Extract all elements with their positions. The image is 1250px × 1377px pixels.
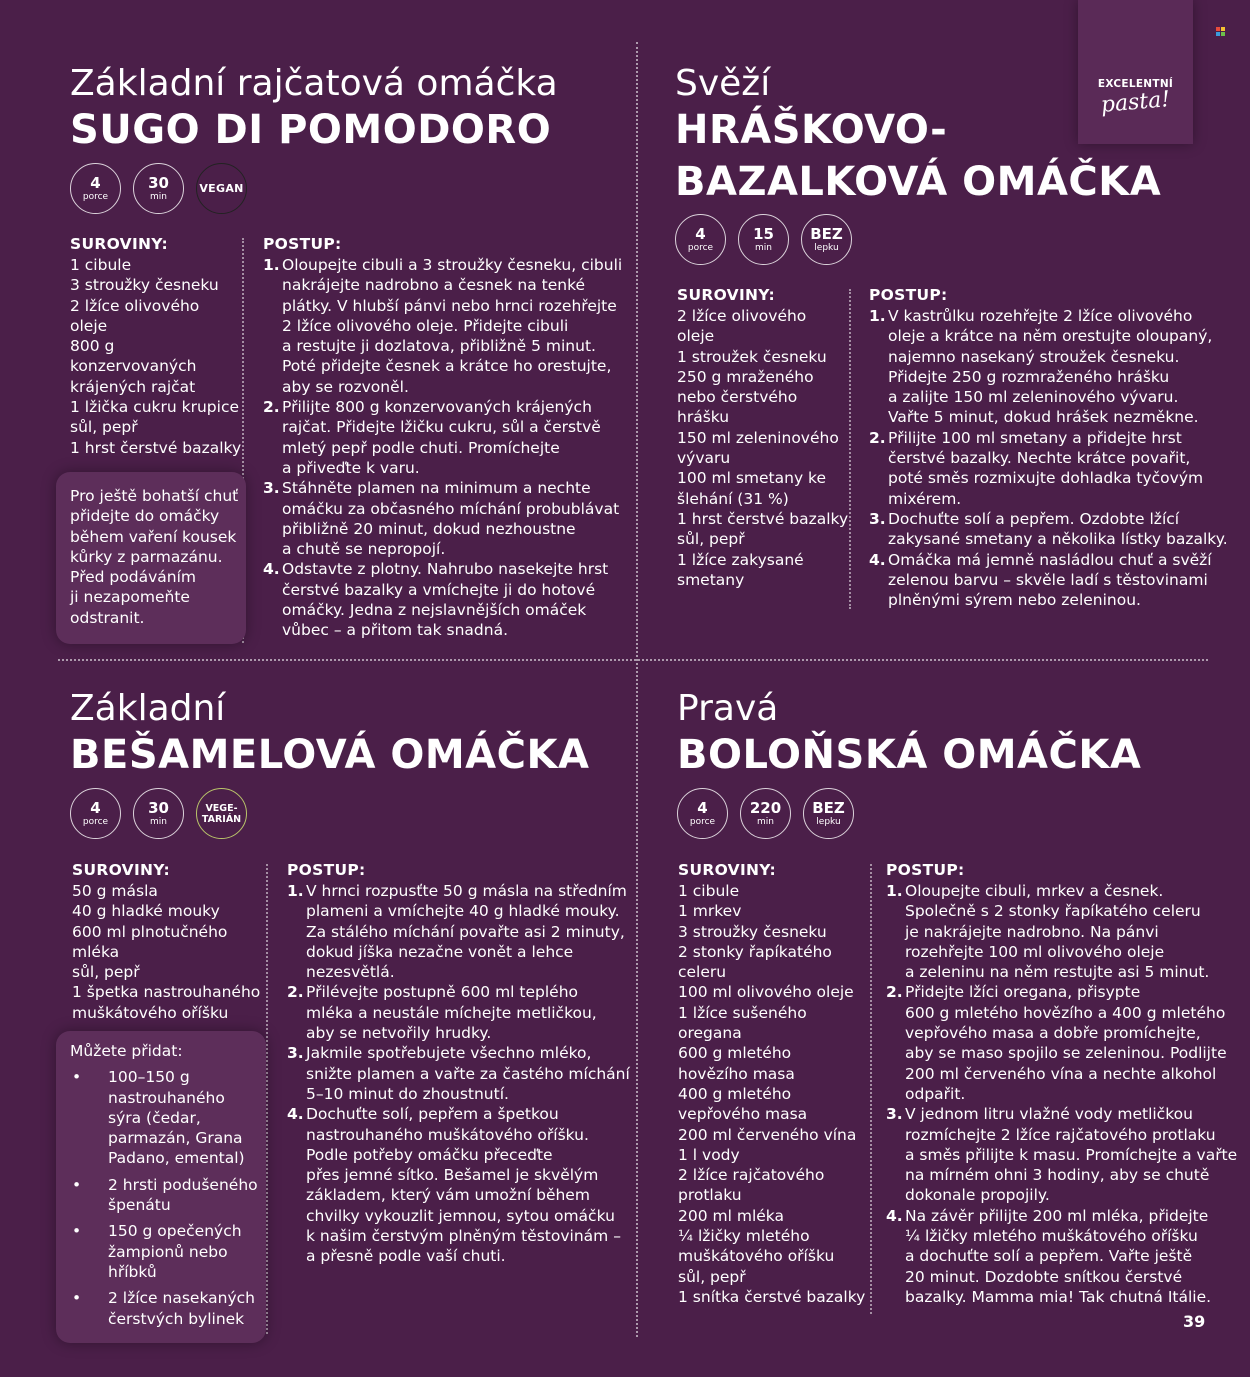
addition-line: hříbků [108, 1262, 157, 1281]
addition-line: 2 lžíce nasekaných [108, 1289, 256, 1308]
page-number: 39 [1183, 1312, 1206, 1331]
tip-line: odstranit. [70, 608, 145, 627]
badge-unit: lepku [814, 242, 839, 253]
step-line: plameni a vmíchejte 40 g hladké mouky. [306, 902, 620, 921]
addition-item [70, 1288, 256, 1329]
ingredients-heading: SUROVINY: [70, 235, 168, 253]
steps-heading: POSTUP: [287, 861, 366, 879]
ingredients-list [72, 860, 261, 1023]
step-line: nezesvětlá. [306, 963, 395, 982]
step-line: 2 lžíce olivového oleje. Přidejte cibuli [282, 316, 569, 335]
badge-row [675, 214, 852, 265]
tip-line: Před podáváním [70, 568, 196, 587]
step-number: 1. [287, 882, 304, 900]
title-bold [675, 104, 1161, 208]
addition-line: čerstvých bylinek [108, 1309, 245, 1328]
info-badge [675, 214, 726, 265]
step-number: 2. [886, 983, 903, 1002]
ingredient-line: celeru [678, 963, 727, 982]
ingredient-line: smetany [677, 570, 745, 589]
badge-word: VEGE- [205, 802, 238, 814]
badge-unit: porce [82, 191, 109, 202]
ingredient-line: 1 snítka čerstvé bazalky [678, 1287, 866, 1306]
ingredient-line: krájených rajčat [70, 377, 196, 396]
step-line: Na závěr přilijte 200 ml mléka, přidejte [905, 1206, 1209, 1225]
ingredient-line: 50 g másla [72, 882, 158, 900]
steps-list [869, 285, 1228, 610]
step-number: 4. [263, 560, 280, 579]
step-line: a restujte ji dozlatova, přibližně 5 minut. [282, 337, 596, 356]
step-number: 1. [263, 256, 280, 274]
step-number: 3. [287, 1044, 304, 1063]
ingredients-heading: SUROVINY: [677, 286, 775, 304]
step-line: čerstvé bazalky a vmíchejte ji do hotové [282, 580, 596, 599]
step-line: vepřového masa a dobře promíchejte, [905, 1024, 1201, 1043]
step-number: 3. [886, 1105, 903, 1124]
addition-line: 2 hrsti podušeného [108, 1175, 258, 1194]
step-item [287, 1104, 630, 1266]
ingredient-line: 1 l vody [678, 1145, 740, 1164]
ingredient-line: oleje [70, 316, 108, 335]
addition-line: nastrouhaného [108, 1088, 225, 1107]
ingredient-line: 2 lžíce rajčatového [678, 1166, 825, 1185]
ingredient-line: 3 stroužky česneku [70, 276, 219, 295]
info-badge [196, 163, 247, 214]
tip-line: ji nezapomeňte [70, 588, 190, 607]
ingredient-line: sůl, pepř [678, 1267, 746, 1286]
badge-number: BEZ [812, 798, 845, 817]
step-item [263, 397, 622, 478]
step-line: 5–10 minut do zhoustnutí. [306, 1084, 509, 1103]
step-line: mixérem. [888, 489, 962, 508]
badge-unit: min [757, 816, 774, 827]
addition-item [70, 1221, 252, 1282]
badge-unit: porce [687, 242, 714, 253]
step-item [869, 428, 1228, 509]
ingredient-line: 200 ml červeného vína [678, 1125, 857, 1144]
optional-additions-box [56, 1031, 266, 1343]
addition-line: sýra (čedar, [108, 1108, 201, 1127]
ingredient-line: mléka [72, 942, 120, 961]
step-line: 200 ml červeného vína a nechte alkohol [905, 1064, 1217, 1083]
badge-unit: porce [689, 816, 716, 827]
step-item [869, 509, 1228, 550]
step-line: 20 minut. Dozdobte snítkou čerstvé [905, 1267, 1183, 1286]
step-line: poté směs rozmixujte dohladka tyčovým [888, 469, 1204, 488]
badge-number: 4 [697, 798, 708, 817]
step-item [886, 982, 1237, 1104]
ingredient-line: 2 lžíce olivového [677, 307, 807, 325]
ingredient-line: vývaru [677, 449, 731, 468]
step-line: Společně s 2 stonky řapíkatého celeru [905, 902, 1201, 921]
ingredients-heading: SUROVINY: [72, 861, 170, 879]
step-line: mléka a neustále míchejte metličkou, [306, 1003, 597, 1022]
step-line: Jakmile spotřebujete všechno mléko, [306, 1044, 592, 1063]
brand-logo-icon [1216, 27, 1226, 37]
ingredient-line: konzervovaných [70, 357, 197, 376]
step-line: Přidejte 250 g rozmraženého hrášku [888, 367, 1170, 386]
step-item [886, 881, 1237, 982]
ingredient-line: muškátového oříšku [678, 1247, 835, 1266]
step-item [263, 255, 622, 397]
step-line: aby se maso spojilo se zeleninou. Podlijte [905, 1044, 1227, 1063]
steps-list [886, 860, 1237, 1307]
title-bold-line: BAZALKOVÁ OMÁČKA [675, 159, 1162, 205]
ingredient-line: 1 mrkev [678, 902, 742, 921]
ingredient-line: oregana [678, 1024, 742, 1043]
step-line: mletý pepř podle chuti. Promíchejte [282, 438, 560, 457]
step-number: 4. [886, 1206, 903, 1225]
title-light: Svěží [675, 63, 771, 104]
badge-unit: lepku [816, 816, 841, 827]
addition-line: 150 g opečených [108, 1222, 242, 1241]
ingredient-line: 400 g mletého [678, 1084, 792, 1103]
title-bold-line: BEŠAMELOVÁ OMÁČKA [70, 732, 590, 778]
step-line: a zalijte 150 ml zeleninového vývaru. [888, 388, 1179, 407]
additions-heading: Můžete přidat: [70, 1042, 183, 1060]
title-bold [677, 729, 1141, 781]
steps-list [263, 234, 622, 641]
badge-word: VEGAN [199, 182, 244, 195]
addition-line: špenátu [108, 1196, 171, 1215]
ingredient-line: 1 hrst čerstvé bazalky [70, 438, 242, 457]
ingredient-line: sůl, pepř [72, 963, 140, 982]
step-line: zakysané smetany a několika lístky bazalky. [888, 530, 1228, 549]
step-number: 4. [287, 1105, 304, 1124]
step-number: 1. [869, 307, 886, 325]
badge-row [70, 788, 247, 839]
step-line: Dochuťte solí, pepřem a špetkou [306, 1105, 559, 1124]
badge-row [677, 788, 854, 839]
step-line: aby se netvořily hrudky. [306, 1024, 492, 1043]
step-line: rozmíchejte 2 lžíce rajčatového protlaku [905, 1125, 1216, 1144]
step-item [886, 1206, 1237, 1307]
ingredient-line: protlaku [678, 1186, 742, 1205]
step-line: a směs přilijte k masu. Promíchejte a vařte [905, 1145, 1238, 1164]
info-badge [801, 214, 852, 265]
step-item [263, 559, 622, 640]
addition-item [70, 1175, 258, 1216]
title-bold [70, 729, 589, 781]
step-line: Omáčka má jemně nasládlou chuť a svěží [888, 550, 1212, 569]
tip-line: kůrky z parmazánu. [70, 547, 223, 566]
ingredient-line: ¼ lžičky mletého [678, 1227, 810, 1246]
ingredients-list [677, 285, 857, 590]
step-item [869, 306, 1228, 428]
badge-unit: porce [82, 816, 109, 827]
info-badge [740, 788, 791, 839]
step-number: 3. [869, 509, 886, 528]
step-line: plněnými sýrem nebo zeleninou. [888, 591, 1141, 610]
ingredient-line: hrášku [677, 408, 730, 427]
ribbon-line1: EXCELENTNÍ [1097, 78, 1174, 90]
step-item [886, 1104, 1237, 1205]
ingredient-line: 100 ml smetany ke [677, 469, 827, 488]
info-badge [133, 788, 184, 839]
badge-number: 4 [90, 173, 101, 192]
tip-box [56, 472, 246, 644]
step-line: rozehřejte 100 ml olivového oleje [905, 942, 1165, 961]
tip-line: během vaření kousek [70, 527, 237, 546]
step-line: čerstvé bazalky. Nechte krátce povařit, [888, 449, 1191, 468]
column-separator [849, 289, 851, 609]
tip-line: přidejte do omáčky [70, 507, 220, 526]
info-badge [738, 214, 789, 265]
ingredient-line: sůl, pepř [70, 418, 138, 437]
step-line: odpařit. [905, 1084, 966, 1103]
step-line: je nakrájejte nadrobno. Na pánvi [905, 922, 1159, 941]
ingredient-line: 1 špetka nastrouhaného [72, 983, 261, 1002]
step-line: nastrouhaného muškátového oříšku. [306, 1125, 589, 1144]
step-line: aby se rozvoněl. [282, 377, 409, 396]
step-line: dokud jíška nezačne vonět a lehce [306, 942, 574, 961]
vertical-divider [636, 42, 638, 1337]
info-badge [677, 788, 728, 839]
step-line: omáčku za občasného míchání probublávat [282, 499, 620, 518]
addition-line: parmazán, Grana [108, 1129, 243, 1148]
title-bold-line: SUGO DI POMODORO [70, 107, 552, 153]
step-line: nakrájejte nadrobno a česnek na tenké [282, 276, 586, 295]
ingredient-line: 800 g [70, 337, 115, 356]
title-bold-line: HRÁŠKOVO- [675, 107, 948, 153]
ingredient-line: 150 ml zeleninového [677, 428, 839, 447]
step-line: Stáhněte plamen na minimum a nechte [282, 479, 591, 498]
badge-number: 4 [695, 224, 706, 243]
bullet-icon: • [72, 1175, 82, 1194]
step-line: k našim čerstvým plněným těstovinám – [306, 1227, 621, 1246]
steps-list [287, 860, 630, 1267]
step-line: a zeleninu na něm restujte asi 5 minut. [905, 963, 1210, 982]
ingredient-line: 1 stroužek česneku [677, 347, 827, 366]
ingredient-line: 100 ml olivového oleje [678, 983, 854, 1002]
info-badge [133, 163, 184, 214]
step-line: dokonale propojily. [905, 1186, 1050, 1205]
step-line: plátky. V hlubší pánvi nebo hrnci rozehřejte [282, 296, 617, 315]
step-line: a chutě se nepropojí. [282, 540, 446, 559]
step-item [287, 982, 630, 1043]
ingredients-heading: SUROVINY: [678, 861, 776, 879]
horizontal-divider [58, 659, 1208, 661]
step-line: ¼ lžičky mletého muškátového oříšku [905, 1227, 1198, 1246]
ingredient-line: šlehání (31 %) [677, 489, 789, 508]
info-badge [70, 788, 121, 839]
step-line: bazalky. Mamma mia! Tak chutná Itálie. [905, 1287, 1212, 1306]
step-item [263, 478, 622, 559]
ingredient-line: 250 g mraženého [677, 367, 814, 386]
step-line: přibližně 20 minut, dokud nezhoustne [282, 519, 576, 538]
ingredient-line: muškátového oříšku [72, 1003, 229, 1022]
ingredient-line: 1 cibule [70, 256, 132, 274]
info-badge [70, 163, 121, 214]
column-separator [266, 864, 268, 1334]
ingredient-line: 1 lžíce zakysané [677, 550, 804, 569]
steps-heading: POSTUP: [869, 286, 948, 304]
step-line: zelenou barvu – skvěle ladí s těstovinami [888, 570, 1208, 589]
step-line: V jednom litru vlažné vody metličkou [905, 1105, 1193, 1124]
ingredient-line: 1 hrst čerstvé bazalky [677, 509, 849, 528]
ingredients-list [70, 234, 250, 458]
ingredient-line: 200 ml mléka [678, 1206, 784, 1225]
ingredient-line: vepřového masa [678, 1105, 808, 1124]
tip-line: Pro ještě bohatší chuť [70, 487, 239, 505]
step-line: oleje a krátce na něm orestujte oloupaný, [888, 327, 1213, 346]
step-line: Přidejte lžíci oregana, přisypte [905, 983, 1141, 1002]
step-number: 4. [869, 550, 886, 569]
badge-number: 30 [148, 173, 169, 192]
step-number: 2. [263, 398, 280, 417]
step-line: Poté přidejte česnek a krátce ho orestujte, [282, 357, 612, 376]
step-number: 3. [263, 479, 280, 498]
ingredient-line: hovězího masa [678, 1064, 795, 1083]
title-bold-line: BOLOŇSKÁ OMÁČKA [677, 732, 1142, 778]
ingredient-line: nebo čerstvého [677, 388, 798, 407]
step-number: 2. [287, 983, 304, 1002]
step-line: na mírném ohni 3 hodiny, aby se chutě [905, 1166, 1210, 1185]
step-line: a dochuťte solí a pepřem. Vařte ještě [905, 1247, 1193, 1266]
step-line: Oloupejte cibuli a 3 stroužky česneku, cibuli [282, 256, 623, 274]
ingredient-line: 2 stonky řapíkatého [678, 942, 832, 961]
step-line: V kastrůlku rozehřejte 2 lžíce olivového [888, 307, 1193, 325]
ingredient-line: 1 cibule [678, 882, 740, 900]
addition-line: žampionů nebo [108, 1242, 228, 1261]
step-line: 600 g mletého hovězího a 400 g mletého [905, 1003, 1226, 1022]
badge-row [70, 163, 247, 214]
title-light: Základní [70, 688, 226, 729]
ingredient-line: 40 g hladké mouky [72, 902, 220, 921]
steps-heading: POSTUP: [263, 235, 342, 253]
ingredient-line: 1 lžíce sušeného [678, 1003, 807, 1022]
step-line: základem, který vám umožní během [306, 1186, 590, 1205]
title-bold [70, 104, 551, 156]
addition-line: 100–150 g [108, 1068, 190, 1087]
step-line: Odstavte z plotny. Nahrubo nasekejte hrst [282, 560, 609, 579]
badge-unit: min [150, 191, 167, 202]
ingredient-line: sůl, pepř [677, 530, 745, 549]
badge-unit: min [755, 242, 772, 253]
step-number: 2. [869, 428, 886, 447]
step-line: a přiveďte k varu. [282, 458, 420, 477]
badge-number: 15 [753, 224, 774, 243]
step-line: a přesně podle vaší chuti. [306, 1247, 506, 1266]
step-line: V hrnci rozpusťte 50 g másla na středním [306, 882, 627, 900]
additions-list [70, 1067, 258, 1329]
step-line: Oloupejte cibuli, mrkev a česnek. [905, 882, 1164, 900]
ingredient-line: 600 g mletého [678, 1044, 792, 1063]
badge-number: BEZ [810, 224, 843, 243]
column-separator [870, 864, 872, 1314]
ingredient-line: 1 lžička cukru krupice [70, 398, 240, 417]
step-line: Vařte 5 minut, dokud hrášek nezměkne. [888, 408, 1199, 427]
ingredient-line: 600 ml plnotučného [72, 922, 228, 941]
step-line: Za stálého míchání povařte asi 2 minuty, [306, 922, 625, 941]
addition-item [70, 1067, 252, 1168]
step-item [287, 881, 630, 982]
step-item [287, 1043, 630, 1104]
step-number: 1. [886, 882, 903, 900]
step-line: omáčky. Jedna z nejslavnějších omáček [282, 601, 587, 620]
title-light: Základní rajčatová omáčka [70, 63, 558, 104]
step-line: Přilévejte postupně 600 ml teplého [306, 983, 579, 1002]
badge-number: 220 [749, 798, 782, 817]
step-line: chvilky vykouzlit jemnou, sytou omáčku [306, 1206, 615, 1225]
info-badge [196, 788, 247, 839]
step-line: Dochuťte solí a pepřem. Ozdobte lžící [888, 509, 1180, 528]
step-line: Podle potřeby omáčku přeceďte [306, 1145, 553, 1164]
step-line: najemno nasekaný stroužek česneku. [888, 347, 1180, 366]
badge-unit: min [150, 816, 167, 827]
ingredient-line: 3 stroužky česneku [678, 922, 827, 941]
badge-number: 30 [148, 798, 169, 817]
badge-word: TARIÁN [201, 813, 242, 825]
step-line: snižte plamen a vařte za častého míchání [306, 1064, 630, 1083]
ingredients-list [678, 860, 866, 1307]
ingredient-line: oleje [677, 327, 715, 346]
badge-number: 4 [90, 798, 101, 817]
step-line: Přilijte 800 g konzervovaných krájených [282, 398, 592, 417]
step-line: přes jemné sítko. Bešamel je skvělým [306, 1166, 599, 1185]
step-line: Přilijte 100 ml smetany a přidejte hrst [888, 428, 1182, 447]
step-item [869, 550, 1228, 611]
ribbon-line2: pasta! [1099, 87, 1172, 118]
bullet-icon: • [72, 1289, 82, 1308]
step-line: rajčat. Přidejte lžičku cukru, sůl a čerstvě [282, 418, 601, 437]
bullet-icon: • [72, 1068, 82, 1087]
info-badge [803, 788, 854, 839]
addition-line: Padano, emental) [108, 1149, 245, 1168]
bullet-icon: • [72, 1222, 82, 1241]
step-line: vůbec – a přitom tak snadná. [282, 621, 508, 640]
steps-heading: POSTUP: [886, 861, 965, 879]
title-light: Pravá [677, 688, 779, 729]
ingredient-line: 2 lžíce olivového [70, 296, 200, 315]
